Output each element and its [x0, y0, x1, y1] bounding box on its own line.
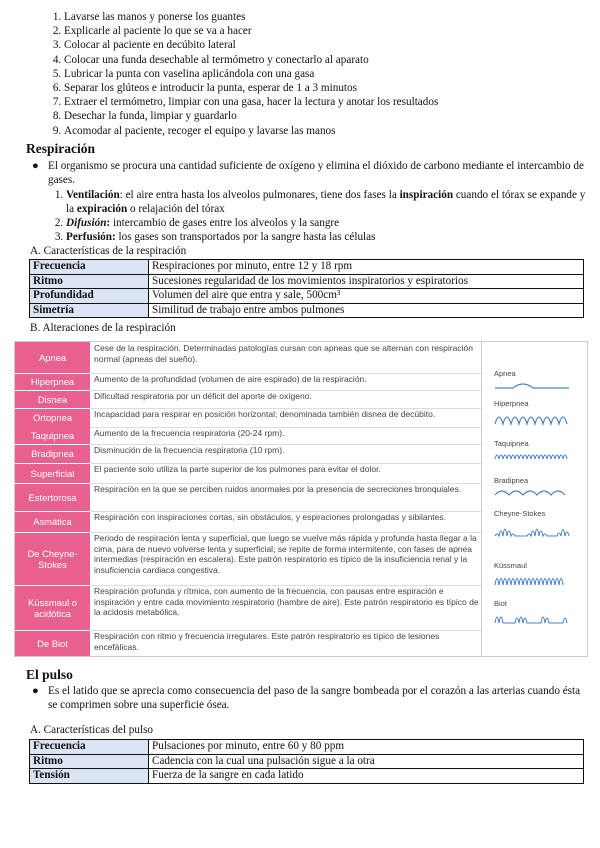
alteracion-label: Disnea: [15, 390, 90, 408]
wave-label: Hiperpnea: [494, 399, 529, 408]
table-row: [30, 289, 584, 304]
alteracion-desc: Incapacidad para respirar en posición horizontal; denominada también disnea de decúbito.: [94, 409, 436, 419]
biot-wave-icon: [493, 608, 571, 626]
table-key: Frecuencia: [30, 260, 149, 275]
pulso-bullet-text: Es el latido que se aprecia como consecuencia del paso de la sangre bombeada por el corazón a las arterias cuando ésta se comprimen sobre una superficie ósea.: [48, 685, 581, 712]
step-item: 9. Acomodar al paciente, recoger el equipo y lavarse las manos: [64, 124, 600, 138]
alteracion-row: [15, 444, 481, 463]
bullet-icon: ●: [32, 160, 39, 172]
table-value: Fuerza de la sangre en cada latido: [149, 769, 584, 784]
step-item: 4. Colocar una funda desechable al termómetro y conectarlo al aparato: [64, 53, 600, 67]
alteracion-desc: Cese de la respiración. Determinadas patologías cursan con apneas que se alternan con respiración normal (apneas del sueño).: [94, 343, 473, 364]
respiracion-characteristics-table: [29, 259, 584, 318]
respiracion-bullet: [32, 159, 588, 245]
alteracion-label: De Cheyne-Stokes: [15, 532, 90, 585]
alteracion-desc: Aumento de la profundidad (volumen de aire espirado) de la respiración.: [94, 374, 367, 384]
table-value: Volumen del aire que entra y sale, 500cm³: [149, 289, 584, 304]
phase-term: Perfusión:: [66, 231, 116, 244]
step-item: 5. Lubricar la punta con vaselina aplicándola con una gasa: [64, 67, 600, 81]
section-b-respiracion: B. Alteraciones de la respiración: [30, 322, 176, 334]
wave-label: Apnea: [494, 369, 516, 378]
alteracion-label: Estertorosa: [15, 483, 90, 511]
table-value: Sucesiones regularidad de los movimientos inspiratorios y espiratorios: [149, 274, 584, 289]
step-item: 7. Extraer el termómetro, limpiar con una gasa, hacer la lectura y anotar los resultados: [64, 95, 600, 109]
taquipnea-wave-icon: [493, 448, 571, 462]
step-item: 2. Explicarle al paciente lo que se va a hacer: [64, 24, 600, 38]
table-value: Cadencia con la cual una pulsación sigue a la otra: [149, 754, 584, 769]
alteracion-row: [15, 483, 481, 511]
pulso-bullet: [32, 684, 588, 713]
phase-text: cuando el tórax se expande y la: [66, 188, 586, 215]
alteracion-desc: Respiración profunda y rítmica, con aumento de la frecuencia, con pausas entre espiración e inspiración y entre cada movimiento respiratorio (hambre de aire). Este patrón respiratorio es típico de la acidosis metabólica.: [94, 586, 479, 618]
section-a-respiracion: A. Características de la respiración: [30, 245, 187, 257]
phase-item: [66, 230, 588, 244]
cheyne-stokes-wave-icon: [493, 520, 573, 540]
alteracion-row: [15, 585, 481, 630]
alteraciones-table: [14, 341, 588, 657]
section-title-respiracion: Respiración: [26, 141, 95, 156]
alteracion-label: Apnea: [15, 342, 90, 373]
table-key: Frecuencia: [30, 740, 149, 755]
alteracion-desc: El paciente solo utiliza la parte superior de los pulmones para evitar el dolor.: [94, 464, 381, 474]
table-value: Similitud de trabajo entre ambos pulmones: [149, 303, 584, 318]
phase-term: Ventilación: [66, 188, 120, 201]
alteracion-label: Asmática: [15, 511, 90, 532]
step-item: 1. Lavarse las manos y ponerse los guantes: [64, 10, 600, 24]
phase-item: [66, 216, 588, 230]
section-a-pulso: A. Características del pulso: [30, 724, 154, 736]
phase-text: : el aire entra hasta los alveolos pulmonares, tiene dos fases la: [119, 188, 400, 201]
pulso-characteristics-table: [29, 739, 584, 784]
table-key: Simetría: [30, 303, 149, 318]
alteracion-row: [15, 532, 481, 585]
alteracion-desc: Respiración con inspiraciones cortas, sin obstáculos, y espiraciones prolongadas y sibilantes.: [94, 512, 446, 522]
respiracion-bullet-text: El organismo se procura una cantidad suficiente de oxígeno y elimina el dióxido de carbono mediante el intercambio de gases.: [48, 160, 584, 187]
step-item: 3. Colocar al paciente en decúbito lateral: [64, 38, 600, 52]
alteracion-label: Hiperpnea: [15, 373, 90, 390]
table-key: Profundidad: [30, 289, 149, 304]
bradipnea-wave-icon: [493, 485, 571, 499]
alteracion-row: [15, 511, 481, 532]
alteracion-desc: Dificultad respiratoria por un déficit del aporte de oxígeno.: [94, 391, 312, 401]
table-row: [30, 740, 584, 755]
alteracion-desc: Respiración con ritmo y frecuencia irregulares. Este patrón respiratorio es típico de lesiones encefálicas.: [94, 631, 440, 652]
alteracion-row: [15, 373, 481, 390]
phase-text: los gases son transportados por la sangre hasta las células: [115, 231, 376, 244]
alteracion-label: Küssmaul o acidótica: [15, 585, 90, 630]
alteracion-row: [15, 408, 481, 427]
phase-item: [66, 188, 588, 217]
alteracion-label: Taquipnea: [15, 427, 90, 444]
alteracion-row: [15, 463, 481, 483]
table-row: [30, 769, 584, 784]
alteracion-label: Superficial: [15, 463, 90, 483]
table-key: Ritmo: [30, 274, 149, 289]
hiperpnea-wave-icon: [493, 409, 571, 427]
table-key: Ritmo: [30, 754, 149, 769]
alteracion-label: De Biot: [15, 630, 90, 656]
table-row: [30, 260, 584, 275]
alteracion-row: [15, 390, 481, 408]
wave-label: Biot: [494, 599, 507, 608]
table-row: [30, 754, 584, 769]
wave-label: Küssmaul: [494, 561, 527, 570]
apnea-wave-icon: [493, 378, 571, 392]
table-key: Tensión: [30, 769, 149, 784]
phase-text: o relajación del tórax: [127, 202, 225, 215]
bullet-icon: ●: [32, 685, 39, 697]
procedure-steps: [46, 10, 600, 138]
alteracion-desc: Respiración en la que se perciben ruidos anormales por la presencia de secreciones bronquiales.: [94, 484, 462, 494]
respiracion-phases: [48, 188, 588, 245]
alteracion-label: Ortopnea: [15, 408, 90, 427]
table-value: Pulsaciones por minuto, entre 60 y 80 ppm: [149, 740, 584, 755]
phase-text: intercambio de gases entre los alveolos y la sangre: [110, 217, 340, 230]
alteracion-desc: Periodo de respiración lenta y superficial, que luego se vuelve más rápida y profunda hasta llegar a la cima, para de nuevo volverse lenta y superficial; se repite de forma intermitente, con fases de apnea intermedias (respiración en escalera). Este patrón respiratorio es típico de la insuficiencia renal y la insuficiencia cardiaca congestiva.: [94, 533, 477, 575]
phase-term: Difusión:: [66, 217, 111, 230]
alteracion-row: [15, 427, 481, 444]
table-row: [30, 303, 584, 318]
phase-term: expiración: [76, 202, 128, 215]
wave-label: Cheyne-Stokes: [494, 509, 546, 518]
alteracion-desc: Aumento de la frecuencia respiratoria (20-24 rpm).: [94, 428, 285, 438]
kussmaul-wave-icon: [493, 570, 571, 588]
section-title-pulso: El pulso: [26, 667, 73, 682]
table-row: [30, 274, 584, 289]
alteracion-row: [15, 342, 481, 373]
table-value: Respiraciones por minuto, entre 12 y 18 rpm: [149, 260, 584, 275]
wave-label: Bradipnea: [494, 476, 529, 485]
alteracion-label: Bradipnea: [15, 444, 90, 463]
alteracion-row: [15, 630, 481, 656]
step-item: 8. Desechar la funda, limpiar y guardarlo: [64, 109, 600, 123]
phase-term: inspiración: [399, 188, 454, 201]
step-item: 6. Separar los glúteos e introducir la punta, esperar de 1 a 3 minutos: [64, 81, 600, 95]
wave-label: Taquipnea: [494, 439, 529, 448]
alteracion-desc: Disminución de la frecuencia respiratoria (10 rpm).: [94, 445, 285, 455]
